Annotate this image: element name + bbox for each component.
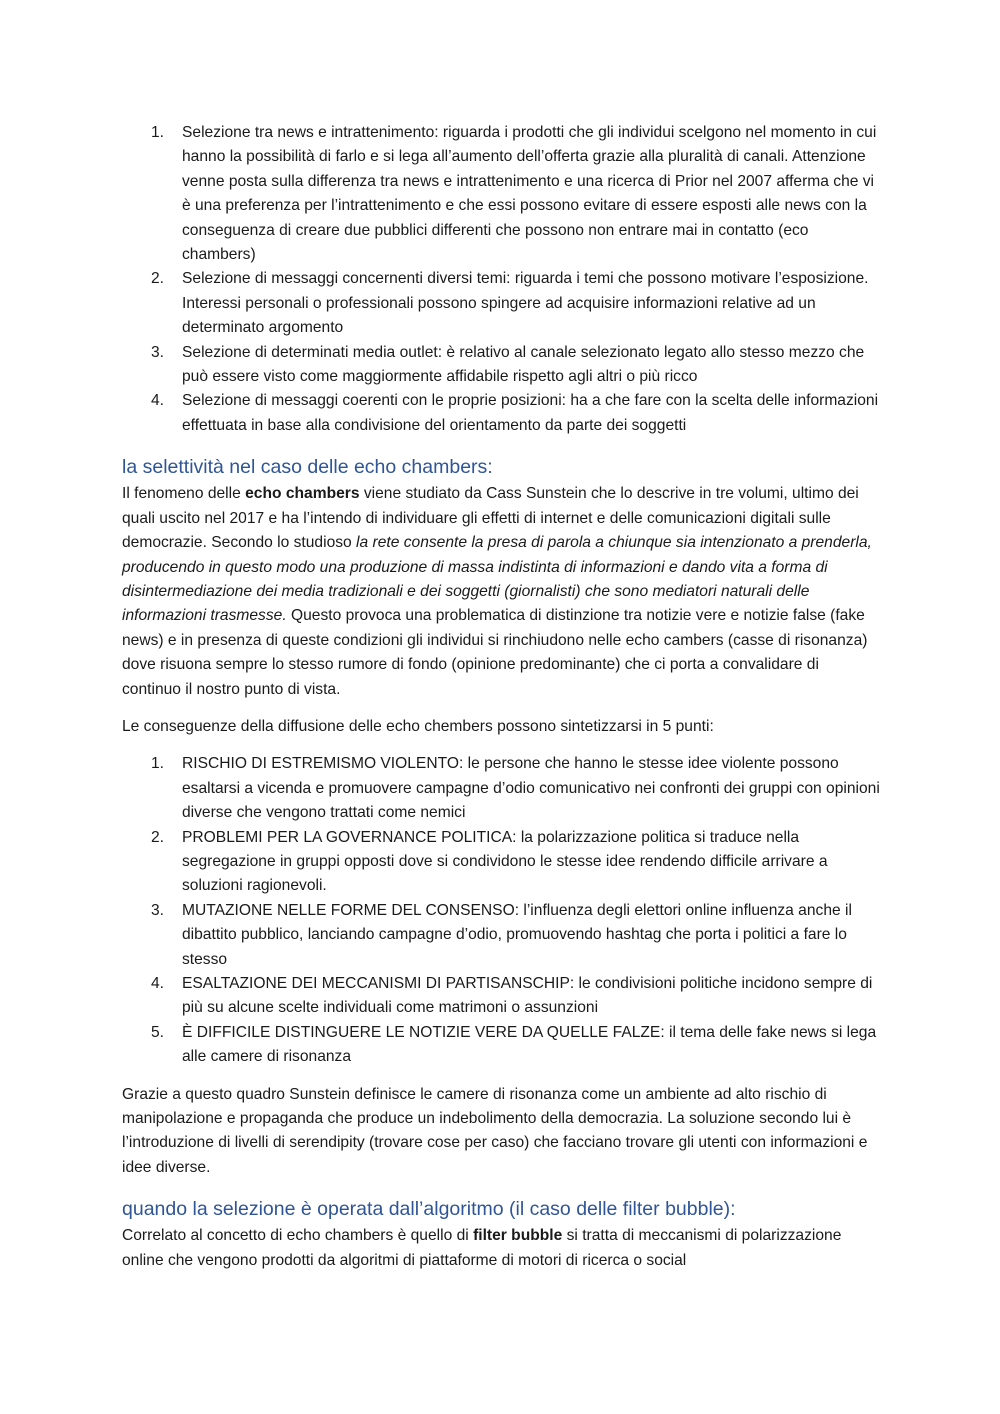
paragraph-consequences-intro: Le conseguenze della diffusione delle echo chembers possono sintetizzarsi in 5 punti: bbox=[122, 717, 714, 735]
list-item bbox=[122, 121, 880, 267]
list-item bbox=[122, 899, 880, 972]
list-text: Selezione tra news e intrattenimento: riguarda i prodotti che gli individui scelgono nel momento in cui hanno la possibilità di farlo e si lega all’aumento dell’offerta grazie alla pluralità di canali. Attenzione venne posta sulla differenza tra news e intrattenimento e una ricerca di Prior nel 2007 afferma che vi è una preferenza per l’intrattenimento e che essi possono evitare di essere esposti alle news con la conseguenza di creare due pubblici differenti che possono non entrare mai in contatto (eco chambers) bbox=[182, 124, 877, 264]
list-text: ESALTAZIONE DEI MECCANISMI DI PARTISANSCHIP: le condivisioni politiche incidono sempre di più su alcune scelte individuali come matrimoni o assunzioni bbox=[182, 975, 873, 1017]
list-text: MUTAZIONE NELLE FORME DEL CONSENSO: l’influenza degli elettori online influenza anche il dibattito pubblico, lanciando campagne d’odio, promuovendo hashtag che porta i politici a fare lo stesso bbox=[182, 901, 852, 968]
list-number: 4. bbox=[151, 975, 165, 992]
paragraph-text: Questo provoca una problematica di distinzione tra notizie vere e notizie false (fake news) e in presenza di queste condizioni gli individui si rinchiudono nelle echo cambers (casse di risonanza) dove risuona sempre lo stesso rumore di fondo (opinione predominante) che ci porta a convalidare di continuo il nostro punto di vista. bbox=[122, 607, 868, 698]
paragraph-text: si tratta di meccanismi di polarizzazione online che vengono prodotti da algoritmi di piattaforme di motori di ricerca o social bbox=[122, 1227, 842, 1269]
list-item bbox=[122, 826, 880, 899]
paragraph-echo-chambers bbox=[122, 482, 880, 702]
list-number: 3. bbox=[151, 901, 165, 919]
paragraph-text: viene studiato da Cass Sunstein che lo descrive in tre volumi, ultimo dei quali uscito nel 2017 e ha l’intendo di individuare gli effetti di internet e delle comunicazioni digitali sulle democrazie. Secondo lo studioso bbox=[122, 485, 859, 552]
list-text: Selezione di messaggi concernenti diversi temi: riguarda i temi che possono motivare l’esposizione. Interessi personali o professionali possono spingere ad acquisire informazioni relative ad un determinato argomento bbox=[182, 270, 869, 337]
list-item bbox=[122, 1021, 880, 1070]
list-number: 1. bbox=[151, 124, 165, 141]
list-text: RISCHIO DI ESTREMISMO VIOLENTO: le persone che hanno le stesse idee violente possono esaltarsi a vicenda e promuovere campagne d’odio comunicativo nei confronti dei gruppi con opinioni diverse che vengono trattati come nemici bbox=[182, 755, 880, 822]
list-number: 2. bbox=[151, 828, 165, 846]
list-item bbox=[122, 341, 880, 390]
consequences-list bbox=[122, 752, 880, 1069]
list-text: PROBLEMI PER LA GOVERNANCE POLITICA: la polarizzazione politica si traduce nella segregazione in gruppi opposti dove si condividono le stesse idee rendendo difficile arrivare a soluzioni ragionevoli. bbox=[182, 828, 828, 895]
list-number: 3. bbox=[151, 343, 165, 361]
list-text: È DIFFICILE DISTINGUERE LE NOTIZIE VERE DA QUELLE FALZE: il tema delle fake news si lega alle camere di risonanza bbox=[182, 1023, 877, 1066]
section-heading-echo-chambers: la selettività nel caso delle echo chambers: bbox=[122, 456, 493, 479]
list-item bbox=[122, 752, 880, 825]
bold-term: filter bubble bbox=[473, 1227, 563, 1245]
list-text: Selezione di determinati media outlet: è relativo al canale selezionato legato allo stesso mezzo che può essere visto come maggiormente affidabile rispetto agli altri o più ricco bbox=[182, 343, 865, 386]
selection-types-list bbox=[122, 121, 880, 438]
paragraph-text: Correlato al concetto di echo chambers è quello di bbox=[122, 1227, 474, 1245]
list-number: 5. bbox=[151, 1023, 165, 1041]
list-text: Selezione di messaggi coerenti con le proprie posizioni: ha a che fare con la scelta delle informazioni effettuata in base alla condivisione del orientamento da parte dei soggetti bbox=[182, 392, 879, 434]
paragraph-text: Il fenomeno delle bbox=[122, 485, 246, 503]
paragraph-filter-bubble bbox=[122, 1224, 880, 1273]
list-number: 2. bbox=[151, 270, 165, 288]
italic-quote: la rete consente la presa di parola a chiunque sia intenzionato a prenderla, producendo in questo modo una produzione di massa indistinta di informazioni e dando vita a forma di disintermediazione dei media tradizionali e dei soggetti (giornalisti) che sono mediatori naturali delle informazioni trasmesse. bbox=[122, 534, 872, 625]
list-number: 1. bbox=[151, 755, 165, 773]
list-number: 4. bbox=[151, 392, 165, 410]
list-item bbox=[122, 389, 880, 438]
paragraph-sunstein-conclusion: Grazie a questo quadro Sunstein definisce le camere di risonanza come un ambiente ad alto rischio di manipolazione e propaganda che produce un indebolimento della democrazia. La soluzione secondo lui è l’introduzione di livelli di serendipity (trovare cose per caso) che facciano trovare gli utenti con informazioni e idee diverse. bbox=[122, 1085, 868, 1176]
bold-term: echo chambers bbox=[245, 485, 360, 503]
list-item bbox=[122, 972, 880, 1021]
list-item bbox=[122, 267, 880, 340]
section-heading-filter-bubble: quando la selezione è operata dall’algoritmo (il caso delle filter bubble): bbox=[122, 1198, 736, 1221]
